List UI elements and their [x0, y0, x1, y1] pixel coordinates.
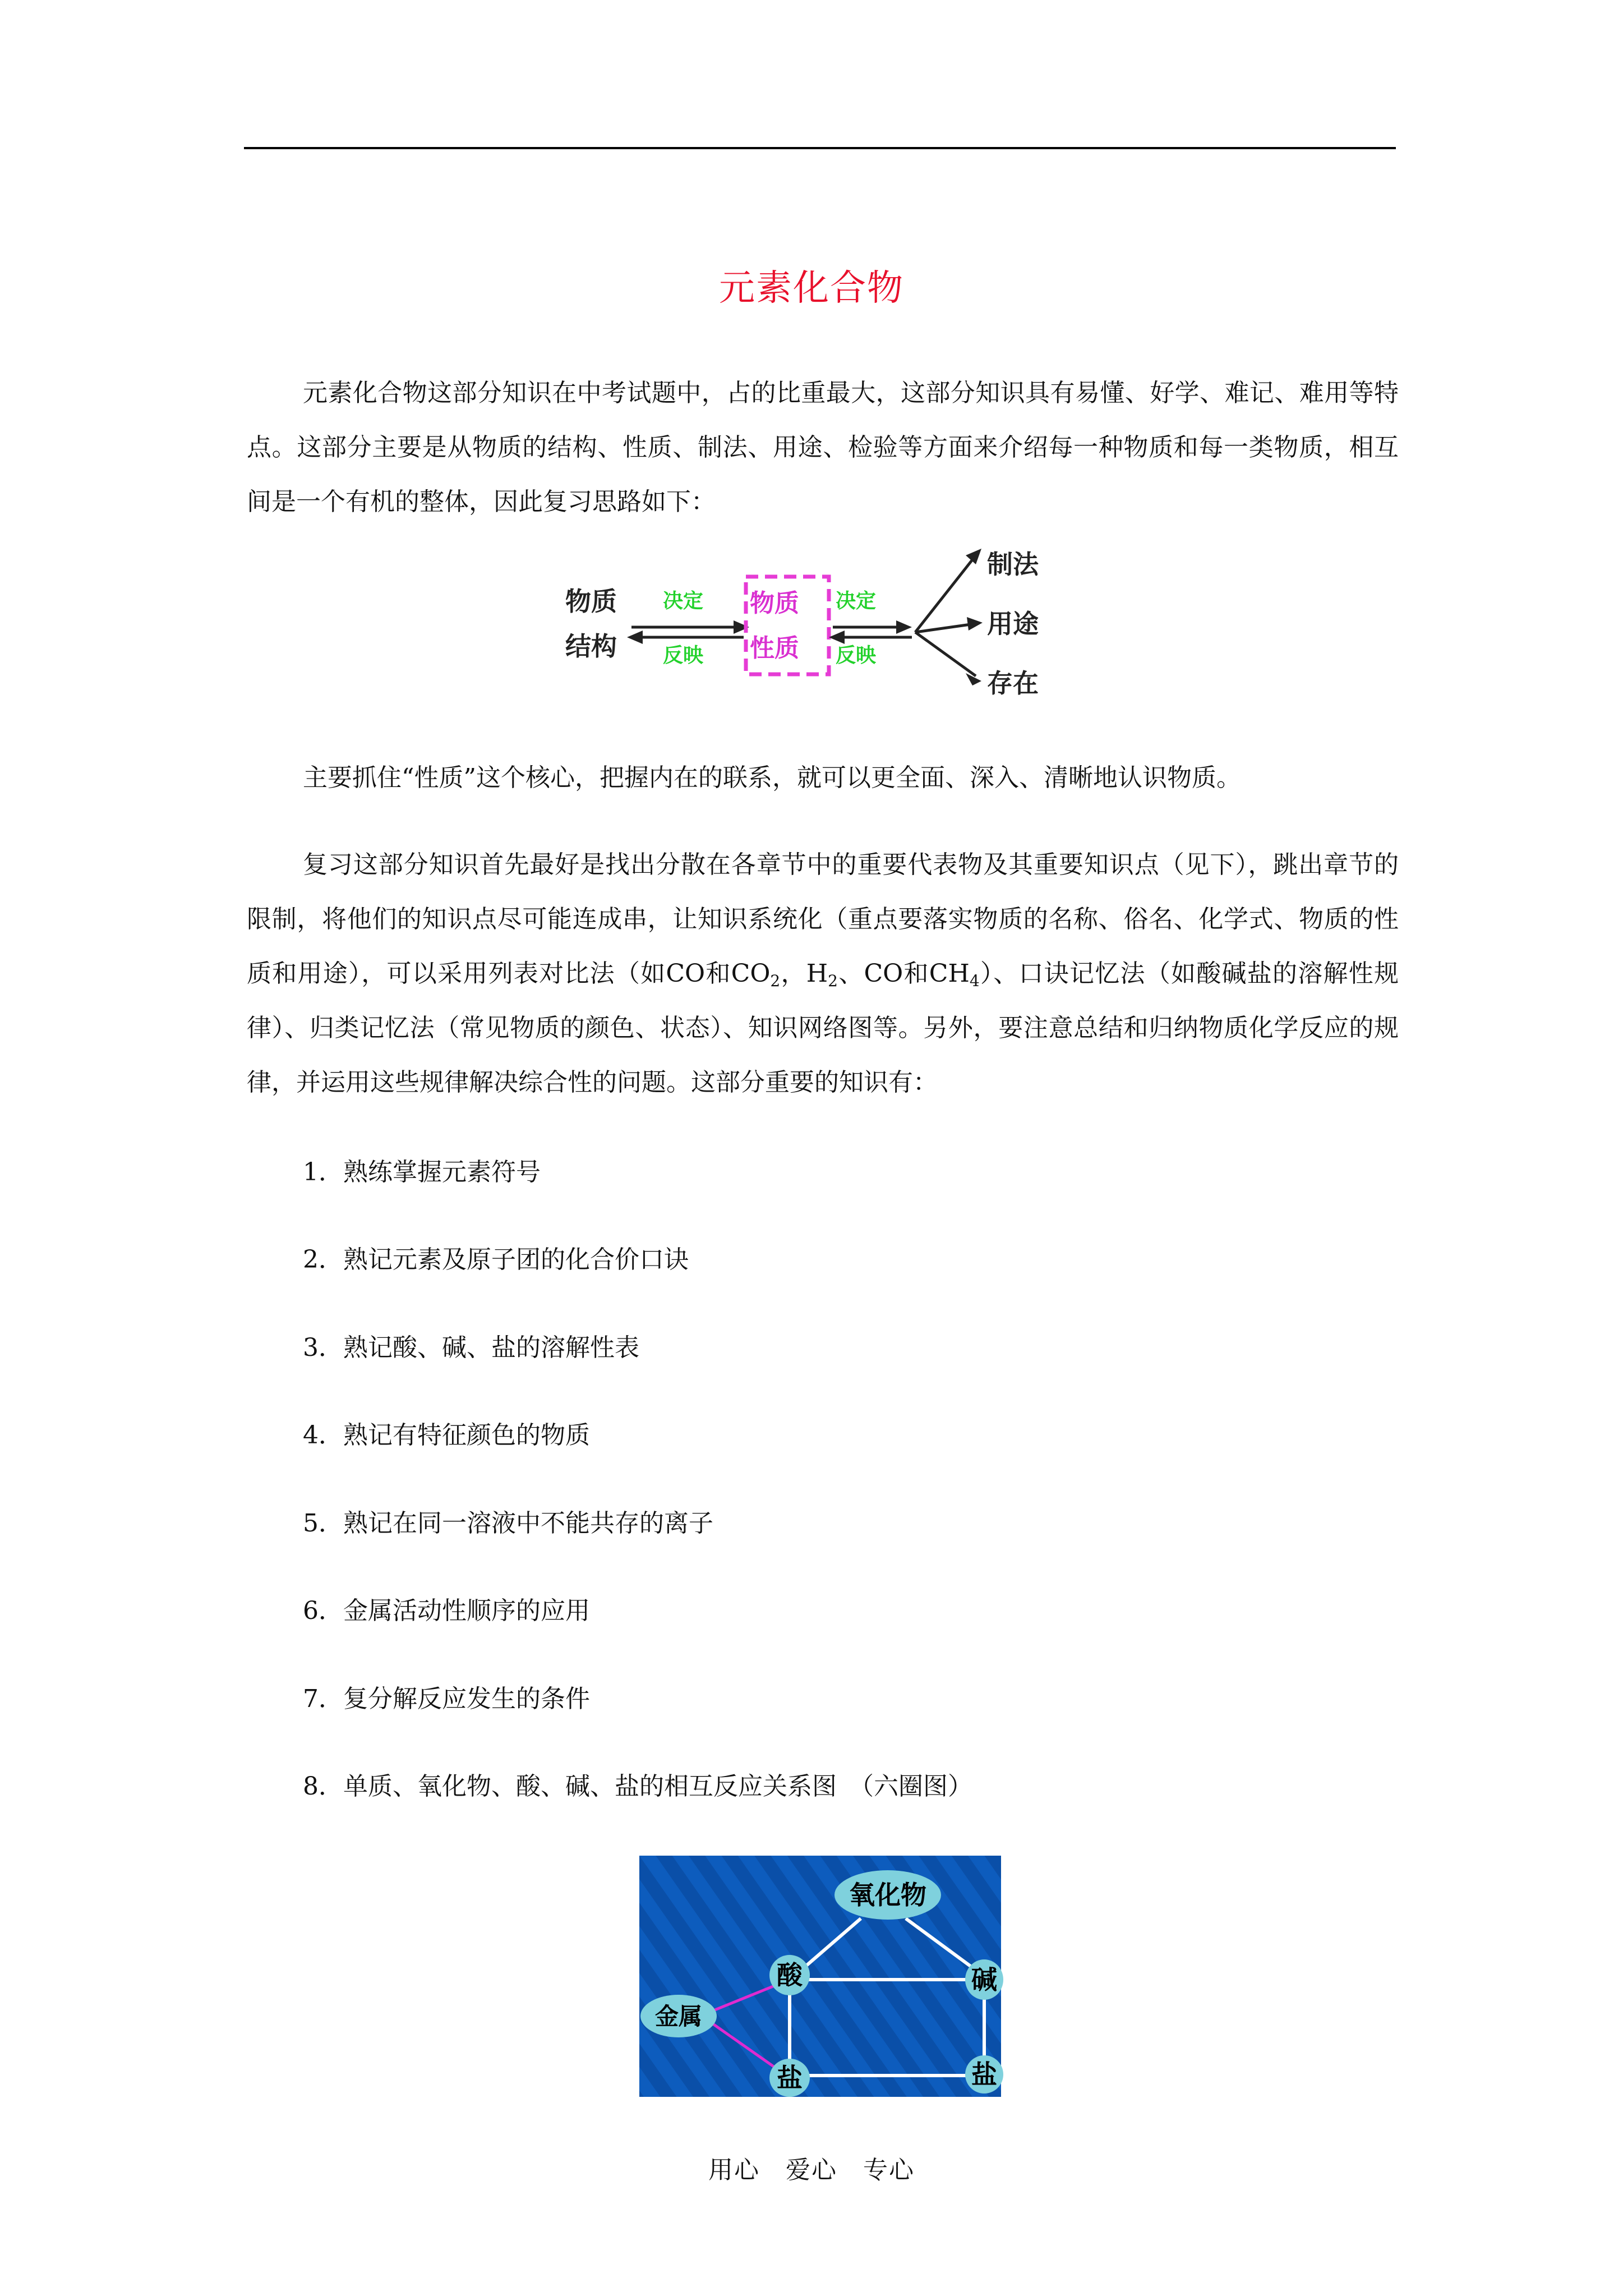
arrow1-reflect-label: 反映: [663, 644, 704, 667]
arrow2-decide-label: 决定: [836, 590, 877, 613]
intro-paragraph: 元素化合物这部分知识在中考试题中，占的比重最大，这部分知识具有易懂、好学、难记、难用等特点。这部分主要是从物质的结构、性质、制法、用途、检验等方面来介绍每一种物质和每一类物质，相互间是一个有机的整体，因此复习思路如下：: [247, 379, 1399, 516]
formula-co: CO: [666, 959, 706, 988]
formula-co-2: CO: [864, 959, 903, 988]
output-uses: 用途: [987, 609, 1039, 639]
core-paragraph: 主要抓住“性质”这个核心，把握内在的联系，就可以更全面、深入、清晰地认识物质。: [303, 763, 1241, 792]
branch-mid-head: [967, 617, 983, 631]
node-salt-right-label: 盐: [971, 2059, 997, 2090]
output-existence: 存在: [987, 668, 1039, 698]
node-base-label: 碱: [971, 1964, 997, 1995]
list-item: 1．熟练掌握元素符号: [303, 1158, 541, 1186]
list-item: 8．单质、氧化物、酸、碱、盐的相互反应关系图 （六圈图）: [303, 1772, 972, 1801]
property-label-1: 物质: [750, 589, 799, 618]
list-item: 6．金属活动性顺序的应用: [303, 1596, 590, 1625]
structure-label-1: 物质: [565, 586, 617, 616]
formula-ch4: CH: [929, 959, 970, 988]
structure-label-2: 结构: [565, 631, 617, 661]
arrow2-head: [896, 620, 912, 634]
arrow2-reflect-label: 反映: [836, 644, 877, 667]
page-footer: 用心 爱心 专心: [708, 2156, 915, 2184]
list-item: 5．熟记在同一溶液中不能共存的离子: [303, 1509, 713, 1538]
page-title: 元素化合物: [719, 268, 904, 309]
branch-up-head: [966, 549, 981, 564]
arrow1-back-head: [627, 631, 643, 644]
list-item: 4．熟记有特征颜色的物质: [303, 1421, 590, 1450]
list-item: 2．熟记元素及原子团的化合价口诀: [303, 1245, 689, 1274]
arrow2-back-head: [829, 631, 845, 644]
arrow1-decide-label: 决定: [663, 590, 704, 613]
node-salt-left-label: 盐: [777, 2063, 803, 2093]
formula-co2: CO: [731, 959, 771, 988]
formula-h2: H: [806, 959, 828, 988]
branch-line-mid: [915, 624, 975, 632]
node-acid-label: 酸: [777, 1960, 803, 1990]
branch-line-up: [915, 555, 976, 632]
method-paragraph: 复习这部分知识首先最好是找出分散在各章节中的重要代表物及其重要知识点（见下），跳出章节的限制，将他们的知识点尽可能连成串，让知识系统化（重点要落实物质的名称、俗名、化学式、物质的性质和用途），可以采用列表对比法（如CO和$CO_2$，$H_2$、CO和$CH_4$）、口诀记忆法（如酸碱盐的溶解性规律）、归类记忆法（常见物质的颜色、状态）、知识网络图等。另外，要注意总结和归纳物质化学反应的规律，并运用这些规律解决综合性的问题。这部分重要的知识有：: [247, 850, 1399, 1097]
diagram-background: [639, 1856, 1001, 2097]
node-oxide-label: 氧化物: [849, 1880, 926, 1910]
list-item: 3．熟记酸、碱、盐的溶解性表: [303, 1333, 639, 1362]
six-circle-diagram: [639, 1856, 1001, 2097]
property-label-2: 性质: [750, 634, 799, 662]
branch-line-down: [915, 632, 976, 676]
node-metal-label: 金属: [654, 2003, 703, 2030]
output-preparation: 制法: [987, 549, 1039, 579]
list-item: 7．复分解反应发生的条件: [303, 1685, 590, 1713]
